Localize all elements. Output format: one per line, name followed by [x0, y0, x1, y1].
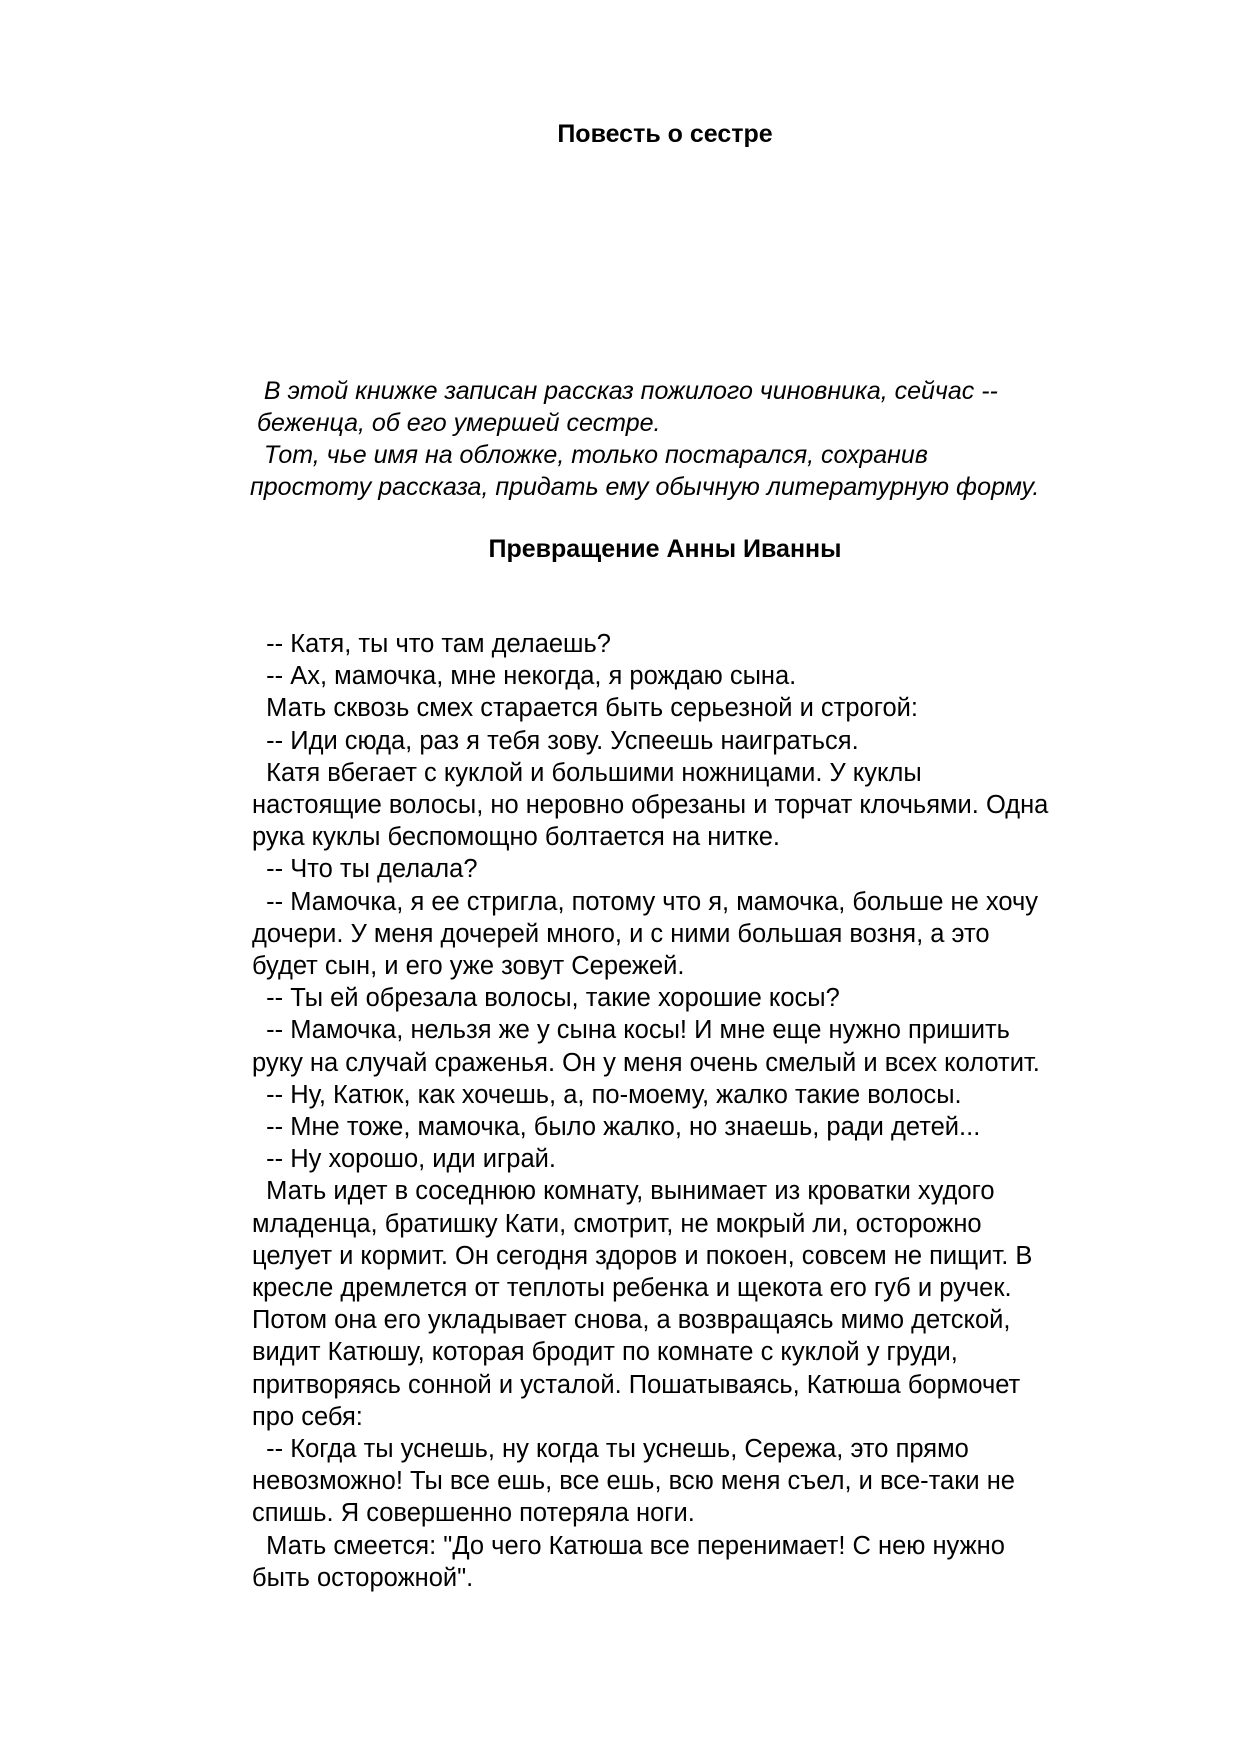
- body-line: -- Ах, мамочка, мне некогда, я рождаю сына.: [252, 662, 797, 691]
- body-line: -- Мамочка, нельзя же у сына косы! И мне еще нужно пришить: [252, 1016, 1010, 1045]
- body-line: -- Иди сюда, раз я тебя зову. Успеешь наиграться.: [252, 726, 859, 755]
- body-line: целует и кормит. Он сегодня здоров и покоен, совсем не пищит. В: [252, 1241, 1033, 1270]
- epigraph-line: В этой книжке записан рассказ пожилого чиновника, сейчас --: [250, 377, 998, 405]
- body-line: Мать смеется: "До чего Катюша все перенимает! С нею нужно: [252, 1531, 1005, 1560]
- body-line: кресле дремлется от теплоты ребенка и щекота его губ и ручек.: [252, 1274, 1012, 1303]
- body-line: будет сын, и его уже зовут Сережей.: [252, 952, 685, 981]
- body-line: Потом она его укладывает снова, а возвращаясь мимо детской,: [252, 1306, 1011, 1335]
- body-line: настоящие волосы, но неровно обрезаны и торчат клочьями. Одна: [252, 791, 1049, 820]
- body-line: быть осторожной".: [252, 1563, 474, 1592]
- body-line: -- Что ты делала?: [252, 855, 478, 884]
- body-line: дочери. У меня дочерей много, и с ними большая возня, а это: [252, 919, 990, 948]
- chapter-title: Превращение Анны Иванны: [488, 535, 842, 563]
- epigraph: [250, 375, 1150, 503]
- body-line: невозможно! Ты все ешь, все ешь, всю меня съел, и все-таки не: [252, 1467, 1015, 1496]
- body-line: Катя вбегает с куклой и большими ножницами. У куклы: [252, 758, 922, 787]
- body-line: руку на случай сраженья. Он у меня очень смелый и всех колотит.: [252, 1048, 1040, 1077]
- book-title: Повесть о сестре: [557, 120, 773, 148]
- body-line: про себя:: [252, 1402, 363, 1431]
- body-line: -- Мамочка, я ее стригла, потому что я, мамочка, больше не хочу: [252, 887, 1039, 916]
- body-line: спишь. Я совершенно потеряла ноги.: [252, 1499, 695, 1528]
- epigraph-line: простоту рассказа, придать ему обычную литературную форму.: [250, 473, 1040, 501]
- body-line: -- Ну хорошо, иди играй.: [252, 1145, 556, 1174]
- chapter-body-text: [252, 628, 1152, 1594]
- body-line: -- Мне тоже, мамочка, было жалко, но знаешь, ради детей...: [252, 1113, 981, 1142]
- epigraph-line: Тот, чье имя на обложке, только постарался, сохранив: [250, 441, 928, 469]
- body-line: Мать идет в соседнюю комнату, вынимает из кроватки худого: [252, 1177, 995, 1206]
- body-line: -- Когда ты уснешь, ну когда ты уснешь, Сережа, это прямо: [252, 1435, 969, 1464]
- body-line: рука куклы беспомощно болтается на нитке.: [252, 823, 780, 852]
- body-line: -- Катя, ты что там делаешь?: [252, 630, 611, 658]
- body-line: Мать сквозь смех старается быть серьезной и строгой:: [252, 694, 918, 723]
- body-line: притворяясь сонной и усталой. Пошатываясь, Катюша бормочет: [252, 1370, 1021, 1399]
- epigraph-line: беженца, об его умершей сестре.: [250, 409, 661, 437]
- body-line: младенца, братишку Кати, смотрит, не мокрый ли, осторожно: [252, 1209, 982, 1238]
- body-line: -- Ты ей обрезала волосы, такие хорошие косы?: [252, 984, 840, 1013]
- body-line: видит Катюшу, которая бродит по комнате с куклой у груди,: [252, 1338, 958, 1367]
- body-line: -- Ну, Катюк, как хочешь, а, по-моему, жалко такие волосы.: [252, 1080, 962, 1109]
